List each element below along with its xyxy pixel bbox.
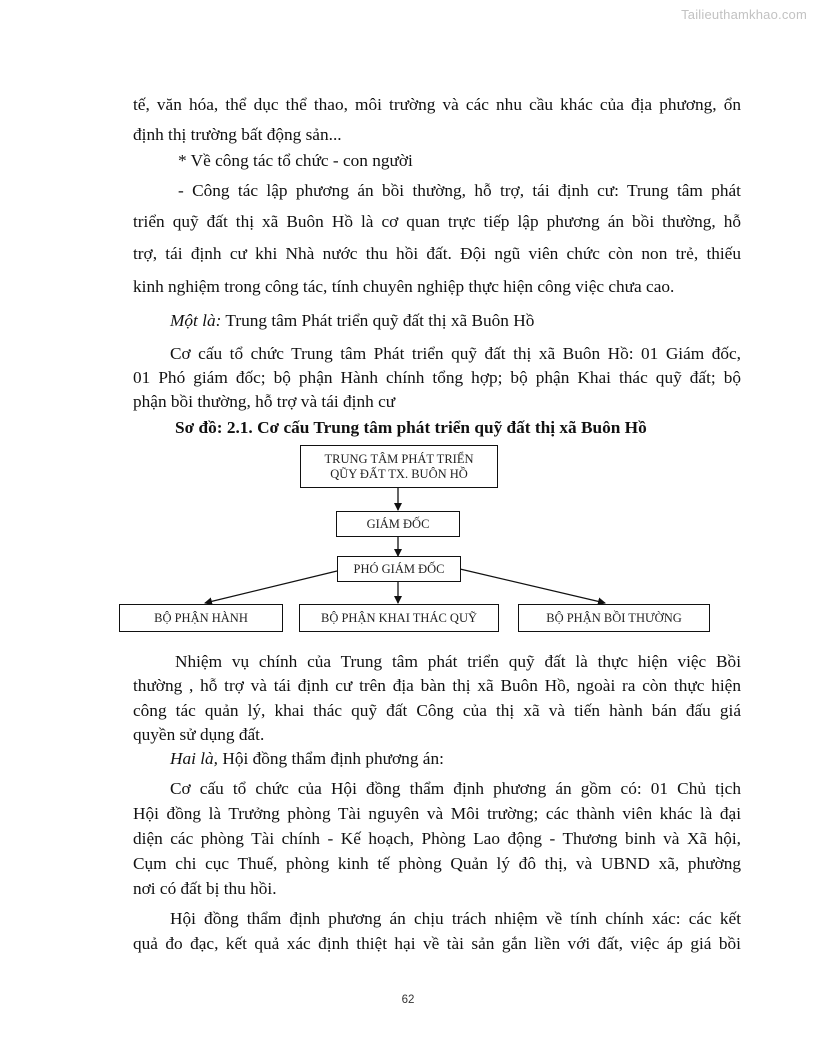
text-line: Nhiệm vụ chính của Trung tâm phát triển quỹ đất là thực hiện việc Bồi [175, 652, 741, 671]
text-line: quyền sử dụng đất. [133, 725, 265, 744]
text-line: thường , hỗ trợ và tái định cư trên địa bàn thị xã Buôn Hồ, ngoài ra còn thực hiện [133, 676, 741, 695]
text-line: Cụm chi cục Thuế, phòng kinh tế phòng Quản lý đô thị, và UBND xã, phường [133, 854, 741, 873]
text-line: Hội đồng thẩm định phương án chịu trách nhiệm về tính chính xác: các kết [170, 909, 741, 928]
mot-la-label: Một là: [170, 311, 222, 330]
text-line: định thị trường bất động sản... [133, 125, 342, 144]
text-line: kinh nghiệm trong công tác, tính chuyên nghiệp thực hiện công việc chưa cao. [133, 277, 675, 296]
text-line: quả đo đạc, kết quả xác định thiệt hại về tài sản gắn liền với đất, việc áp giá bồi [133, 934, 741, 953]
org-box-center-line2: QŨY ĐẤT TX. BUÔN HỒ [330, 466, 468, 481]
watermark: Tailieuthamkhao.com [681, 7, 807, 22]
text-line: nơi có đất bị thu hồi. [133, 879, 277, 898]
org-box-dept-exploit: BỘ PHẬN KHAI THÁC QUỸ [299, 604, 499, 632]
text-line: Cơ cấu tổ chức Trung tâm Phát triển quỹ đất thị xã Buôn Hồ: 01 Giám đốc, [170, 344, 741, 363]
hai-la-label: Hai là, [170, 749, 219, 768]
text-line [170, 749, 741, 769]
page-number: 62 [401, 994, 415, 1006]
text-line: * Về công tác tổ chức - con người [178, 151, 413, 170]
org-box-deputy: PHÓ GIÁM ĐỐC [337, 556, 461, 582]
arrow-deputy-to-compensation [460, 569, 605, 603]
text-line: phận bồi thường, hỗ trợ và tái định cư [133, 392, 396, 411]
text-line: - Công tác lập phương án bồi thường, hỗ trợ, tái định cư: Trung tâm phát [178, 181, 741, 200]
org-box-dept-admin: BỘ PHẬN HÀNH [119, 604, 283, 632]
arrow-deputy-to-admin [205, 571, 337, 603]
text-line: tế, văn hóa, thể dục thể thao, môi trường và các nhu cầu khác của địa phương, ổn [133, 95, 741, 114]
org-box-center-line1: TRUNG TÂM PHÁT TRIỂN [324, 451, 474, 466]
org-box-center [300, 445, 498, 488]
org-box-dept-compensation: BỘ PHẬN BỒI THƯỜNG [518, 604, 710, 632]
text-span: Trung tâm Phát triển quỹ đất thị xã Buôn Hồ [225, 311, 535, 330]
text-line: công tác quản lý, khai thác quỹ đất Công của thị xã và tiến hành bán đấu giá [133, 701, 741, 720]
text-line: diện các phòng Tài chính - Kế hoạch, Phòng Lao động - Thương binh và Xã hội, [133, 829, 741, 848]
text-line: trợ, tái định cư khi Nhà nước thu hồi đất. Đội ngũ viên chức còn non trẻ, thiếu [133, 244, 741, 263]
text-line: triển quỹ đất thị xã Buôn Hồ là cơ quan trực tiếp lập phương án bồi thường, hỗ [133, 212, 741, 231]
text-line: Hội đồng là Trưởng phòng Tài nguyên và Môi trường; các thành viên khác là đại [133, 804, 741, 823]
text-line: 01 Phó giám đốc; bộ phận Hành chính tổng hợp; bộ phận Khai thác quỹ đất; bộ [133, 368, 741, 387]
text-span: Hội đồng thẩm định phương án: [222, 749, 444, 768]
org-box-director: GIÁM ĐỐC [336, 511, 460, 537]
text-line: Cơ cấu tổ chức của Hội đồng thẩm định phương án gồm có: 01 Chủ tịch [170, 779, 741, 798]
diagram-title: Sơ đồ: 2.1. Cơ cấu Trung tâm phát triển quỹ đất thị xã Buôn Hồ [175, 418, 647, 437]
